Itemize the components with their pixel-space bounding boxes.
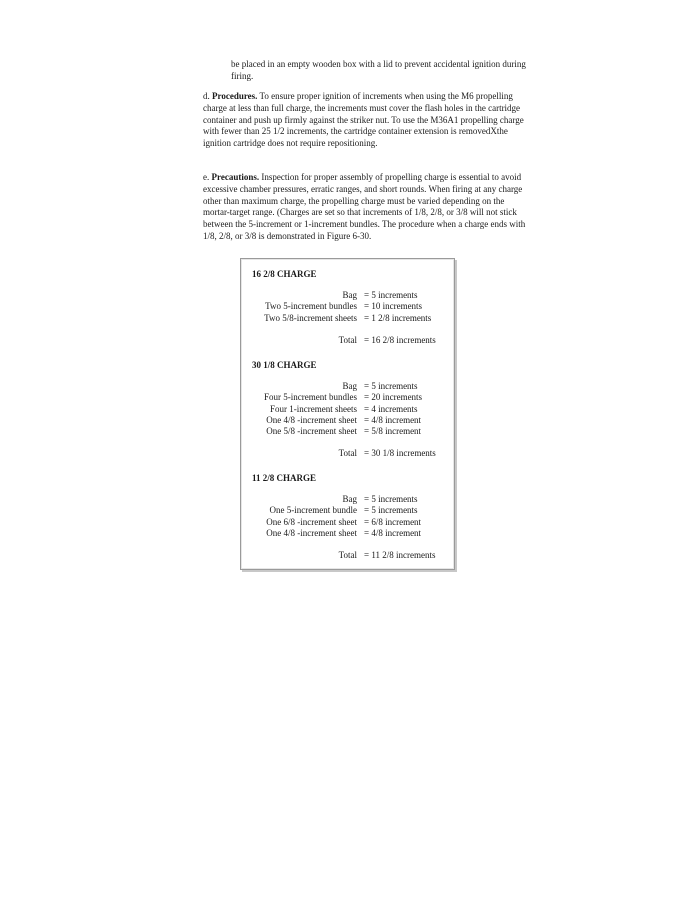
paragraph-heading: Procedures. [212, 91, 258, 101]
paragraph-heading: Precautions. [211, 172, 260, 182]
row-value: = 5 increments [364, 290, 418, 300]
paragraph-body: Inspection for proper assembly of propelling charge is essential to avoid excessive chamber pressures, erratic ranges, and short rounds. When firing at any charge other than maximum charge, the propelling charge must be varied depending on the mortar-target range. (Charges are set so that increments of 1/8, 2/8, or 3/8 will not stick between the 5-increment or 1-increment bundles. The procedure when a charge ends with 1/8, 2/8, or 3/8 is demonstrated in Figure 6-30. [203, 172, 526, 241]
paragraph-body: To ensure proper ignition of increments when using the M6 propelling charge at less than full charge, the increments must cover the flash holes in the cartridge container and push up firmly against the striker nut. To use the M36A1 propelling charge with fewer than 25 1/2 increments, the cartridge container extension is removedXthe ignition cartridge does not require repositioning. [203, 91, 524, 149]
charge-row [252, 381, 452, 392]
charge-row [252, 505, 452, 516]
charge-total-row [252, 550, 452, 561]
charge-figure [240, 258, 455, 570]
total-value: = 16 2/8 increments [364, 334, 436, 345]
charge-title: 11 2/8 CHARGE [252, 473, 317, 483]
row-label: Two 5/8-increment sheets [264, 312, 357, 323]
row-value: = 5 increments [364, 381, 418, 391]
row-value: = 10 increments [364, 301, 423, 312]
charge-row [252, 415, 452, 426]
row-label: One 4/8 -increment sheet [266, 527, 357, 538]
row-value: = 1 2/8 increments [364, 312, 432, 323]
row-label: One 4/8 -increment sheet [266, 414, 357, 425]
row-label: Two 5-increment bundles [265, 301, 357, 312]
charge-row [252, 313, 452, 324]
row-value: = 4/8 increment [364, 414, 422, 425]
charge-title: 30 1/8 CHARGE [252, 360, 317, 370]
total-label: Total [338, 550, 357, 561]
charge-section [252, 359, 452, 460]
paragraph-procedures [203, 91, 533, 150]
row-value: = 6/8 increment [364, 516, 422, 527]
row-label: One 5/8 -increment sheet [266, 426, 357, 437]
paragraph-prefix: d. [203, 91, 212, 101]
row-label: One 6/8 -increment sheet [266, 516, 357, 527]
continuation-text: be placed in an empty wooden box with a lid to prevent accidental ignition during firing. [231, 59, 526, 81]
charge-row [252, 290, 452, 301]
row-label: Bag [342, 290, 357, 300]
charge-row [252, 528, 452, 539]
row-label: Bag [342, 494, 357, 504]
row-label: One 5-increment bundle [269, 505, 357, 516]
charge-row [252, 426, 452, 437]
row-value: = 5 increments [364, 494, 418, 504]
charge-total-row [252, 448, 452, 459]
charge-row [252, 517, 452, 528]
charge-row [252, 392, 452, 403]
row-value: = 5/8 increment [364, 426, 422, 437]
total-label: Total [338, 334, 357, 345]
row-value: = 4/8 increment [364, 527, 422, 538]
charge-total-row [252, 335, 452, 346]
paragraph-precautions [203, 172, 533, 243]
total-value: = 30 1/8 increments [364, 448, 436, 459]
row-label: Four 5-increment bundles [264, 392, 357, 403]
charge-section [252, 472, 452, 561]
total-value: = 11 2/8 increments [364, 550, 436, 561]
total-label: Total [338, 448, 357, 459]
row-value: = 4 increments [364, 403, 418, 414]
charge-section [252, 268, 452, 346]
row-value: = 5 increments [364, 505, 418, 516]
paragraph-prefix: e. [203, 172, 212, 182]
charge-row [252, 404, 452, 415]
row-label: Bag [342, 381, 357, 391]
charge-row [252, 494, 452, 505]
charge-row [252, 301, 452, 312]
row-label: Four 1-increment sheets [270, 403, 357, 414]
charge-title: 16 2/8 CHARGE [252, 269, 317, 279]
row-value: = 20 increments [364, 392, 423, 403]
